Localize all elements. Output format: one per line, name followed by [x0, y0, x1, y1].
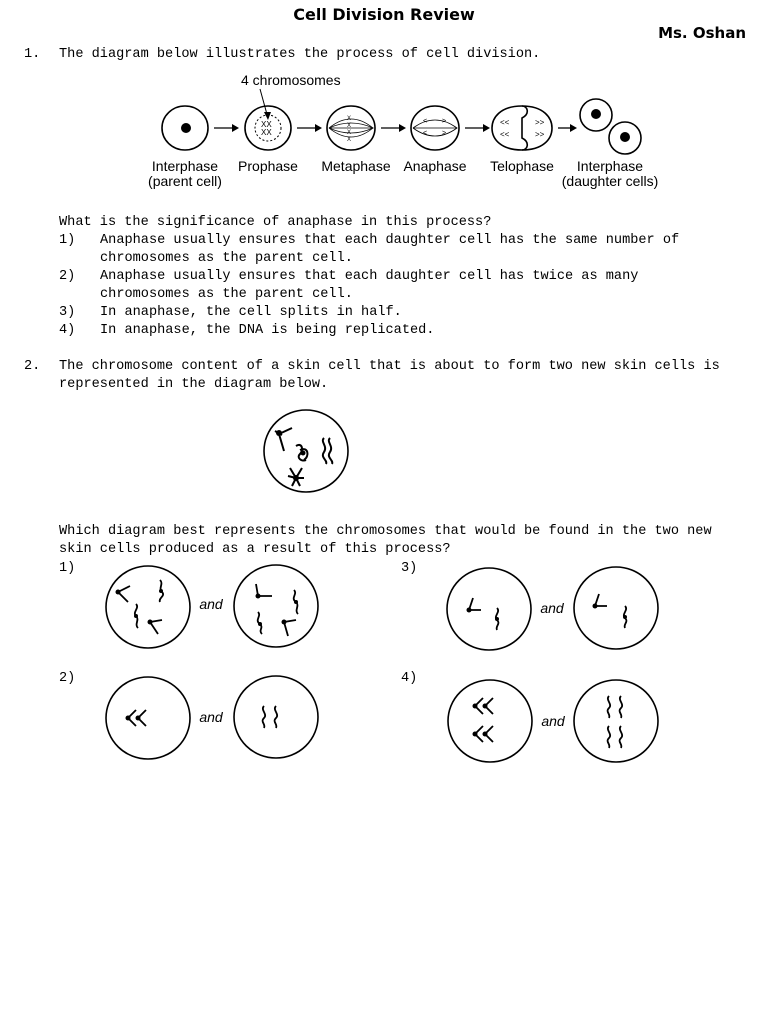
option-text: In anaphase, the cell splits in half.	[100, 305, 402, 320]
and-label: and	[199, 709, 223, 725]
anaphase-cell	[411, 106, 459, 150]
q2-question: Which diagram best represents the chromosomes that would be found in the two new	[59, 524, 712, 539]
interphase-daughter-cells	[580, 99, 641, 154]
svg-text:<<: <<	[500, 130, 510, 139]
choice-2-diagram	[100, 674, 322, 764]
choice-number: 3)	[401, 561, 418, 576]
callout-label: 4 chromosomes	[241, 72, 341, 88]
and-label: and	[541, 713, 565, 729]
stage-arrow	[558, 124, 577, 132]
choice-4-diagram	[443, 676, 665, 766]
teacher-name: Ms. Oshan	[658, 24, 746, 42]
choice-number: 1)	[59, 561, 76, 576]
skin-cell-diagram	[262, 406, 352, 496]
q2-stem-cont: represented in the diagram below.	[59, 377, 329, 392]
svg-text:XX: XX	[261, 128, 272, 137]
stage-label: Metaphase	[321, 158, 391, 174]
svg-text:>: >	[442, 118, 447, 125]
stage-arrow	[465, 124, 490, 132]
callout-arrowhead	[264, 112, 271, 120]
choice-3-diagram	[443, 564, 665, 654]
metaphase-cell	[327, 106, 375, 150]
and-label: and	[540, 600, 564, 616]
svg-text:X: X	[347, 137, 352, 143]
stage-label: Interphase	[151, 158, 219, 174]
svg-text:>>: >>	[535, 118, 545, 127]
choice-number: 2)	[59, 671, 76, 686]
svg-text:>: >	[442, 130, 447, 137]
telophase-cell	[492, 106, 552, 150]
svg-text:<<: <<	[500, 118, 510, 127]
q2-number: 2.	[24, 359, 41, 374]
svg-text:X: X	[347, 130, 352, 136]
option-number: 1)	[59, 233, 76, 248]
q2-question-cont: skin cells produced as a result of this process?	[59, 542, 451, 557]
svg-text:XX: XX	[261, 120, 272, 129]
option-number: 4)	[59, 323, 76, 338]
option-text: In anaphase, the DNA is being replicated.	[100, 323, 435, 338]
svg-text:>>: >>	[535, 130, 545, 139]
stage-arrow	[381, 124, 406, 132]
stage-label: Telophase	[490, 158, 554, 174]
choice-number: 4)	[401, 671, 418, 686]
option-text-cont: chromosomes as the parent cell.	[100, 287, 353, 302]
q1-stem: The diagram below illustrates the process of cell division.	[59, 47, 541, 62]
page-title: Cell Division Review	[293, 5, 475, 24]
stage-arrow	[297, 124, 322, 132]
stage-label: Prophase	[238, 158, 298, 174]
q2-stem: The chromosome content of a skin cell that is about to form two new skin cells is	[59, 359, 720, 374]
svg-text:<: <	[423, 130, 428, 137]
stage-sublabel: (parent cell)	[148, 173, 222, 189]
cell-division-diagram	[140, 68, 660, 194]
stage-label: Anaphase	[403, 158, 467, 174]
option-text: Anaphase usually ensures that each daughter cell has twice as many	[100, 269, 639, 284]
stage-arrow	[214, 124, 239, 132]
stage-label: Interphase	[576, 158, 644, 174]
option-number: 2)	[59, 269, 76, 284]
choice-1-diagram	[100, 562, 322, 652]
option-number: 3)	[59, 305, 76, 320]
svg-text:X: X	[347, 123, 352, 129]
stage-sublabel: (daughter cells)	[561, 173, 659, 189]
and-label: and	[199, 596, 223, 612]
q1-question: What is the significance of anaphase in this process?	[59, 215, 492, 230]
svg-text:X: X	[347, 116, 352, 122]
interphase-parent-cell	[162, 106, 208, 150]
option-text: Anaphase usually ensures that each daughter cell has the same number of	[100, 233, 680, 248]
q1-number: 1.	[24, 47, 41, 62]
svg-text:<: <	[423, 118, 428, 125]
option-text-cont: chromosomes as the parent cell.	[100, 251, 353, 266]
